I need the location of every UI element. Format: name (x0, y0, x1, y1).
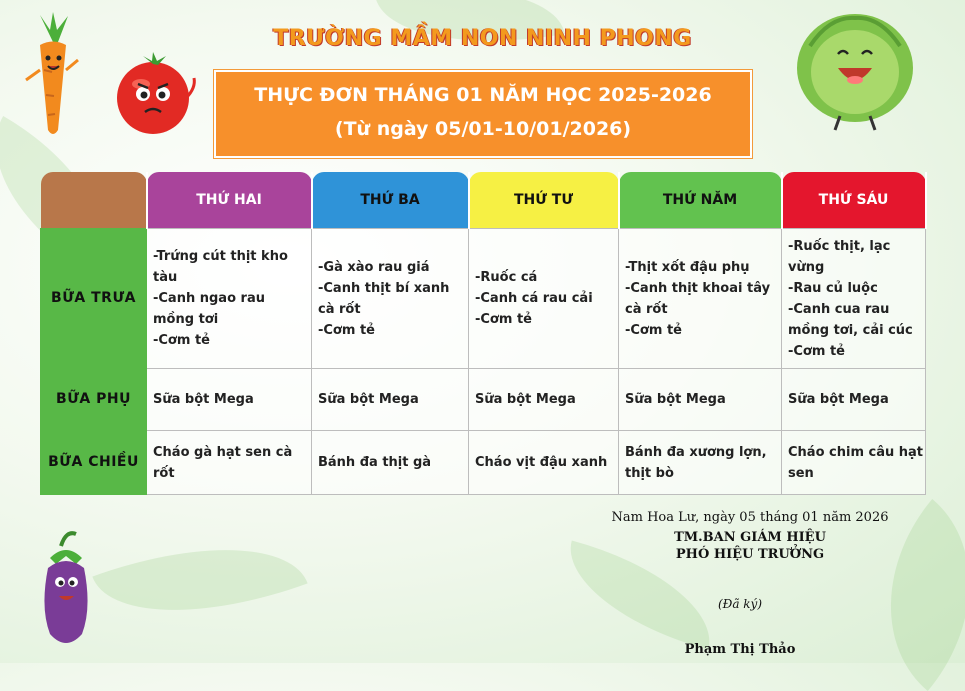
menu-row (41, 229, 926, 369)
dish-item: -Thịt xốt đậu phụ (625, 259, 750, 275)
dish-item: Cháo chim câu hạt sen (788, 444, 924, 481)
menu-cell (469, 229, 619, 369)
dish-item: Cháo vịt đậu xanh (475, 455, 608, 470)
menu-date-range: (Từ ngày 05/01-10/01/2026) (334, 118, 632, 140)
dish-item: -Trứng cút thịt kho tàu (153, 249, 288, 285)
menu-cell (469, 369, 619, 431)
dish-item: -Cơm tẻ (153, 333, 210, 348)
menu-cell (312, 431, 469, 495)
header-day-wednesday: THỨ TƯ (469, 172, 619, 229)
dish-item: Sữa bột Mega (625, 392, 726, 407)
menu-cell (782, 229, 926, 369)
menu-cell (312, 369, 469, 431)
eggplant-character (36, 528, 96, 656)
dish-item: -Rau củ luộc (788, 280, 878, 296)
menu-header-row (41, 172, 926, 229)
dish-item: -Cơm tẻ (475, 312, 532, 327)
menu-cell (469, 431, 619, 495)
dish-item: -Canh thịt bí xanh cà rốt (318, 280, 450, 317)
dish-item: -Canh ngao rau mồng tơi (153, 291, 265, 327)
menu-title-box (214, 70, 752, 158)
dish-item: Sữa bột Mega (153, 392, 254, 407)
dish-item: -Canh cá rau cải (475, 291, 593, 306)
dish-item: -Canh cua rau mồng tơi, cải cúc (788, 301, 913, 338)
background-leaf (836, 499, 965, 691)
dish-item: Bánh đa thịt gà (318, 455, 432, 470)
header-day-thursday: THỨ NĂM (619, 172, 782, 229)
menu-cell (147, 431, 312, 495)
menu-row (41, 369, 926, 431)
header-day-tuesday: THỨ BA (312, 172, 469, 229)
dish-item: -Ruốc cá (475, 270, 538, 285)
dish-item: -Cơm tẻ (625, 322, 682, 338)
dish-item: Sữa bột Mega (318, 392, 419, 407)
dish-item: Sữa bột Mega (475, 392, 576, 407)
dish-item: Bánh đa xương lợn, thịt bò (625, 444, 767, 481)
signature-signed-note: (Đã ký) (717, 597, 763, 611)
menu-cell (619, 369, 782, 431)
menu-cell (619, 229, 782, 369)
signature-name: Phạm Thị Thảo (684, 642, 796, 657)
menu-cell (782, 431, 926, 495)
signature-org: TM.BAN GIÁM HIỆU (674, 530, 826, 545)
header-corner-cell (41, 172, 147, 229)
header-day-monday: THỨ HAI (147, 172, 312, 229)
dish-item: -Canh thịt khoai tây cà rốt (625, 280, 771, 317)
menu-cell (147, 369, 312, 431)
tomato-character (108, 48, 203, 143)
menu-title: THỰC ĐƠN THÁNG 01 NĂM HỌC 2025-2026 (254, 84, 712, 106)
menu-table (40, 172, 927, 495)
dish-item: -Cơm tẻ (788, 343, 845, 359)
background-leaf (92, 508, 307, 652)
meal-label: BỮA PHỤ (41, 369, 147, 431)
dish-item: Cháo gà hạt sen cà rốt (153, 444, 293, 481)
school-name: TRƯỜNG MẦM NON NINH PHONG (273, 26, 692, 51)
menu-cell (147, 229, 312, 369)
meal-label: BỮA TRƯA (41, 229, 147, 369)
dish-item: -Cơm tẻ (318, 322, 375, 338)
menu-row (41, 431, 926, 495)
dish-item: -Gà xào rau giá (318, 259, 430, 275)
carrot-character (18, 10, 88, 140)
menu-cell (782, 369, 926, 431)
meal-label: BỮA CHIỀU (41, 431, 147, 495)
signature-position: PHÓ HIỆU TRƯỞNG (675, 547, 825, 562)
dish-item: Sữa bột Mega (788, 392, 889, 407)
signature-place-date: Nam Hoa Lư, ngày 05 tháng 01 năm 2026 (611, 510, 889, 525)
menu-cell (619, 431, 782, 495)
cabbage-character (790, 6, 920, 136)
dish-item: -Ruốc thịt, lạc vừng (788, 238, 891, 275)
menu-cell (312, 229, 469, 369)
header-day-friday: THỨ SÁU (782, 172, 926, 229)
